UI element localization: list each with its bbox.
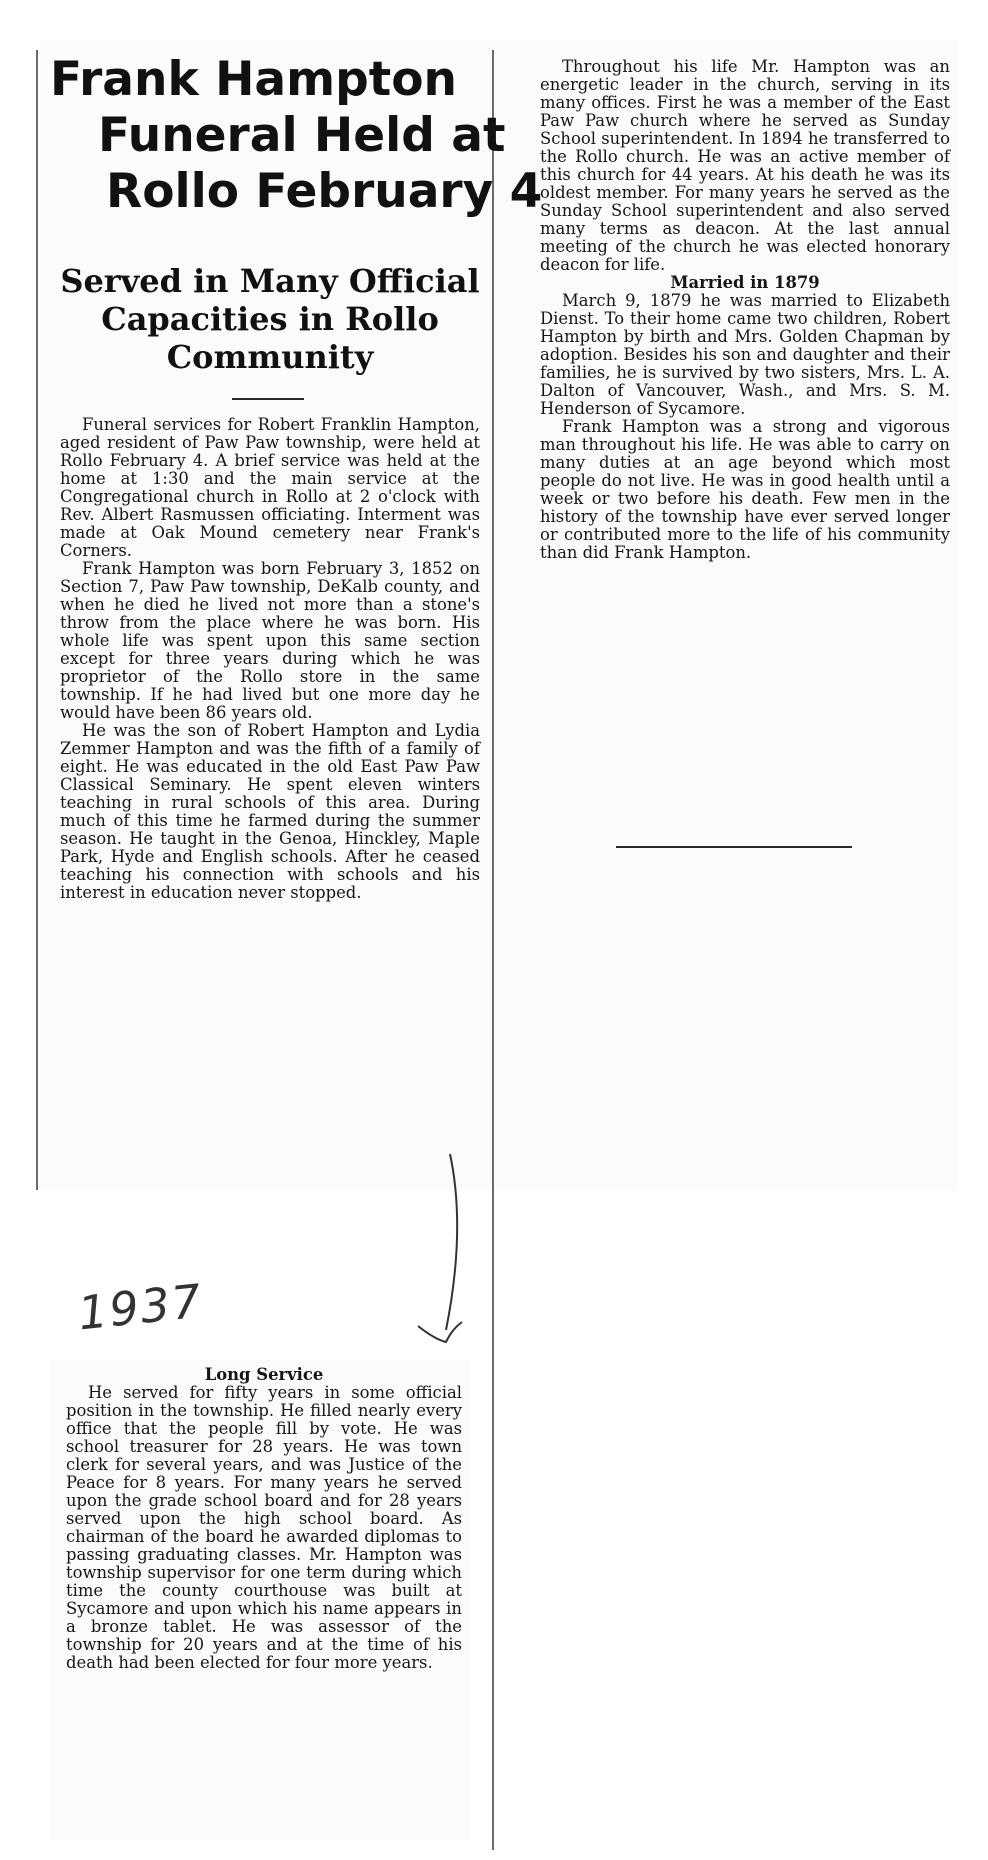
subheading-married: Married in 1879 (670, 273, 820, 292)
article-column-1 (60, 416, 480, 902)
deck-line-3: Community (166, 338, 374, 376)
handwritten-year: 1937 (75, 1273, 206, 1341)
column-rule-left (36, 50, 38, 1190)
paragraph: He served for fifty years in some official position in the township. He filled nearly every office that the people fill by vote. He was school treasurer for 28 years. He was town clerk for several years, and was Justice of the Peace for 8 years. For many years he served upon the grade school board and for 28 years served upon the high school board. As chairman of the board he awarded diplomas to passing graduating classes. Mr. Hampton was township supervisor for one term during which time the county courthouse was built at Sycamore and upon which his name appears in a bronze tablet. He was assessor of the township for 20 years and at the time of his death had been elected for four more years. (66, 1383, 462, 1672)
continuation-arrow-icon (410, 1150, 470, 1360)
paragraph: Frank Hampton was born February 3, 1852 on Section 7, Paw Paw township, DeKalb county, and when he died he lived not more than a stone's throw from the place where he was born. His whole life was spent upon this same section except for three years during which he was proprietor of the Rollo store in the same township. If he had lived but one more day he would have been 86 years old. (60, 559, 480, 722)
deck-divider (232, 398, 304, 400)
article-end-rule (616, 846, 852, 848)
article-column-3 (66, 1366, 462, 1672)
paragraph: Throughout his life Mr. Hampton was an energetic leader in the church, serving in its many offices. First he was a member of the East Paw Paw church where he served as Sunday School superintendent. In 1894 he transferred to the Rollo church. He was an active member of this church for 44 years. At his death he was its oldest member. For many years he served as the Sunday School superintendent and also served many terms as deacon. At the last annual meeting of the church he was elected honorary deacon for life. (540, 57, 950, 274)
column-rule-middle (492, 50, 494, 1850)
paragraph: Funeral services for Robert Franklin Hampton, aged resident of Paw Paw township, were held at Rollo February 4. A brief service was held at the home at 1:30 and the main service at the Congregational church in Rollo at 2 o'clock with Rev. Albert Rasmussen officiating. Interment was made at Oak Mound cemetery near Frank's Corners. (60, 415, 480, 560)
paragraph: He was the son of Robert Hampton and Lydia Zemmer Hampton and was the fifth of a family of eight. He was educated in the old East Paw Paw Classical Seminary. He spent eleven winters teaching in rural schools of this area. During much of this time he farmed during the summer season. He taught in the Genoa, Hinckley, Maple Park, Hyde and English schools. After he ceased teaching his connection with schools and his interest in education never stopped. (60, 721, 480, 902)
deck-line-1: Served in Many Official (60, 262, 480, 300)
paragraph: March 9, 1879 he was married to Elizabeth Dienst. To their home came two children, Robert Hampton by birth and Mrs. Golden Chapman by adoption. Besides his son and daughter and their families, he is survived by two sisters, Mrs. L. A. Dalton of Vancouver, Wash., and Mrs. S. M. Henderson of Sycamore. (540, 291, 950, 418)
headline (50, 52, 543, 220)
article-column-2 (540, 58, 950, 562)
subheading-long-service: Long Service (204, 1365, 324, 1384)
paragraph: Frank Hampton was a strong and vigorous man throughout his life. He was able to carry on many duties at an age beyond which most people do not live. He was in good health until a week or two before his death. Few men in the history of the township have ever served longer or contributed more to the life of his community than did Frank Hampton. (540, 417, 950, 562)
headline-line-3: Rollo February 4 (106, 164, 543, 219)
deck-line-2: Capacities in Rollo (101, 300, 439, 338)
headline-line-2: Funeral Held at (98, 108, 506, 163)
deck-headline (50, 262, 490, 376)
headline-line-1: Frank Hampton (50, 52, 457, 107)
